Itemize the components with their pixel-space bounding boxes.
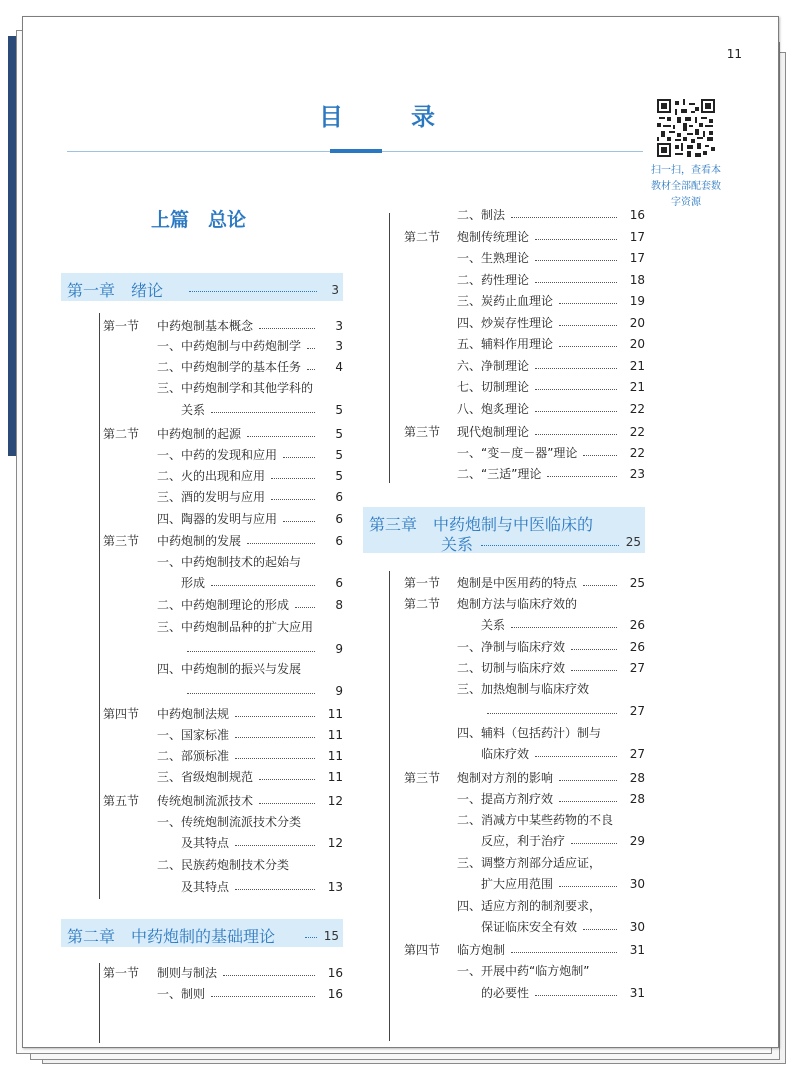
toc-entry[interactable] [157, 812, 343, 832]
leader-dots [295, 607, 315, 608]
toc-entry-label: 一、生熟理论 [457, 251, 530, 265]
section-spine-line [99, 313, 100, 899]
chapter-banner[interactable] [363, 507, 645, 553]
toc-entry[interactable] [157, 659, 343, 679]
toc-entry-page: 11 [327, 707, 343, 721]
leader-dots [259, 328, 315, 329]
leader-dots [247, 436, 315, 437]
leader-dots [223, 975, 315, 976]
toc-entry[interactable] [457, 961, 645, 981]
toc-entry-page: 5 [335, 469, 343, 483]
toc-entry[interactable] [157, 466, 343, 486]
chapter-page: 3 [331, 283, 339, 297]
section-label: 第一节 [103, 966, 140, 980]
toc-entry-label: 一、中药炮制技术的起始与 [157, 555, 302, 569]
toc-entry-label: 中药炮制基本概念 [157, 319, 254, 333]
leader-dots [511, 217, 617, 218]
chapter-page: 15 [323, 929, 339, 943]
toc-entry[interactable] [157, 378, 343, 398]
toc-entry-label: 一、中药的发现和应用 [157, 448, 278, 462]
toc-entry[interactable] [157, 704, 343, 724]
toc-entry-label: 二、部颁标准 [157, 749, 230, 763]
toc-entry[interactable] [457, 205, 645, 225]
chapter-banner[interactable] [61, 273, 343, 301]
toc-entry[interactable] [181, 573, 343, 593]
leader-dots [247, 543, 315, 544]
toc-entry-label: 四、辅料（包括药汁）制与 [457, 726, 602, 740]
toc-entry-label: 三、酒的发明与应用 [157, 490, 266, 504]
toc-entry-label: 中药炮制的发展 [157, 534, 242, 548]
leader-dots [283, 457, 315, 458]
toc-entry-page: 12 [327, 836, 343, 850]
toc-entry-label: 炮制是中医用药的特点 [457, 576, 578, 590]
toc-entry-label: 传统炮制流派技术 [157, 794, 254, 808]
leader-dots [235, 737, 315, 738]
section-label: 第三节 [404, 771, 441, 785]
toc-entry[interactable] [457, 723, 645, 743]
toc-entry[interactable] [157, 445, 343, 465]
leader-dots [535, 260, 617, 261]
leader-dots [283, 521, 315, 522]
leader-dots [235, 716, 315, 717]
toc-entry-label: 关系 [481, 618, 506, 632]
toc-entry-label: 保证临床安全有效 [481, 920, 578, 934]
toc-entry[interactable] [481, 917, 645, 937]
section-label: 第五节 [103, 794, 140, 808]
leader-dots [187, 693, 315, 694]
leader-dots [535, 434, 617, 435]
leader-dots [211, 412, 315, 413]
toc-entry-page: 18 [629, 273, 645, 287]
toc-entry-page: 17 [629, 251, 645, 265]
toc-entry-label: 四、炒炭存性理论 [457, 316, 554, 330]
toc-entry[interactable] [457, 896, 645, 916]
toc-entry[interactable] [457, 573, 645, 593]
toc-entry[interactable] [457, 334, 645, 354]
toc-entry-page: 6 [335, 534, 343, 548]
leader-dots [235, 758, 315, 759]
toc-entry-label: 八、炮炙理论 [457, 402, 530, 416]
leader-dots [481, 545, 619, 546]
toc-entry[interactable] [157, 984, 343, 1004]
toc-entry-label: 二、火的出现和应用 [157, 469, 266, 483]
leader-dots [535, 995, 617, 996]
section-spine-line [389, 213, 390, 483]
leader-dots [535, 389, 617, 390]
leader-dots [571, 843, 617, 844]
toc-entry[interactable] [481, 874, 645, 894]
toc-entry[interactable] [181, 833, 343, 853]
toc-entry-label: 一、中药炮制与中药炮制学 [157, 339, 302, 353]
toc-entry-label: 炮制对方剂的影响 [457, 771, 554, 785]
toc-entry-label: 二、消减方中某些药物的不良 [457, 813, 614, 827]
leader-dots [211, 585, 315, 586]
toc-entry-page: 16 [327, 966, 343, 980]
toc-entry-label: 二、药性理论 [457, 273, 530, 287]
toc-entry[interactable] [457, 377, 645, 397]
toc-entry-label: 炮制传统理论 [457, 230, 530, 244]
leader-dots [271, 499, 315, 500]
toc-entry-label: 三、调整方剂部分适应证， [457, 856, 602, 870]
toc-entry[interactable] [157, 963, 343, 983]
qr-code-icon[interactable] [657, 99, 715, 157]
leader-dots [535, 282, 617, 283]
leader-dots [271, 478, 315, 479]
toc-entry-label: 三、炭药止血理论 [457, 294, 554, 308]
toc-entry-label: 中药炮制法规 [157, 707, 230, 721]
toc-entry[interactable] [457, 313, 645, 333]
section-label: 第二节 [404, 597, 441, 611]
toc-entry-page: 3 [335, 319, 343, 333]
toc-entry-label: 三、中药炮制学和其他学科的 [157, 381, 314, 395]
toc-entry-label: 及其特点 [181, 880, 230, 894]
leader-dots [535, 368, 617, 369]
toc-entry-page: 5 [335, 427, 343, 441]
section-label: 第三节 [103, 534, 140, 548]
chapter-title: 第三章 中药炮制与中医临床的 [369, 515, 594, 534]
toc-entry-page: 17 [629, 230, 645, 244]
toc-entry-label: 扩大应用范围 [481, 877, 554, 891]
leader-dots [583, 585, 617, 586]
toc-entry[interactable] [181, 877, 343, 897]
toc-entry-label: 中药炮制的起源 [157, 427, 242, 441]
toc-entry-page: 22 [629, 425, 645, 439]
toc-entry[interactable] [481, 831, 645, 851]
toc-entry-page: 25 [629, 576, 645, 590]
toc-entry-label: 一、“变－度－器”理论 [457, 446, 578, 460]
leader-dots [487, 713, 617, 714]
toc-entry-label: 一、制则 [157, 987, 206, 1001]
toc-entry-page: 21 [629, 380, 645, 394]
toc-entry-label: 三、中药炮制品种的扩大应用 [157, 620, 314, 634]
toc-entry[interactable] [457, 464, 645, 484]
toc-entry-label: 现代炮制理论 [457, 425, 530, 439]
chapter-title: 第二章 中药炮制的基础理论 [67, 927, 276, 946]
toc-entry[interactable] [157, 424, 343, 444]
toc-entry-label: 及其特点 [181, 836, 230, 850]
toc-entry[interactable] [181, 639, 343, 659]
toc-entry[interactable] [157, 531, 343, 551]
toc-entry[interactable] [157, 746, 343, 766]
toc-entry[interactable] [157, 487, 343, 507]
toc-entry[interactable] [481, 744, 645, 764]
chapter-title-cont: 关系 [441, 535, 474, 554]
toc-entry[interactable] [457, 399, 645, 419]
leader-dots [571, 649, 617, 650]
toc-entry-page: 22 [629, 402, 645, 416]
toc-entry-page: 9 [335, 642, 343, 656]
toc-entry-page: 16 [629, 208, 645, 222]
leader-dots [583, 929, 617, 930]
leader-dots [511, 627, 617, 628]
toc-entry[interactable] [457, 789, 645, 809]
toc-entry-page: 4 [335, 360, 343, 374]
leader-dots [307, 369, 315, 370]
toc-entry-page: 8 [335, 598, 343, 612]
toc-entry-label: 一、传统炮制流派技术分类 [157, 815, 302, 829]
toc-entry-label: 六、净制理论 [457, 359, 530, 373]
leader-dots [559, 346, 617, 347]
section-spine-line [389, 571, 390, 1041]
toc-entry-page: 27 [629, 704, 645, 718]
toc-entry-label: 二、切制与临床疗效 [457, 661, 566, 675]
toc-entry-page: 30 [629, 920, 645, 934]
toc-entry[interactable] [457, 227, 645, 247]
leader-dots [259, 803, 315, 804]
section-label: 第四节 [103, 707, 140, 721]
toc-entry-page: 28 [629, 771, 645, 785]
toc-entry-page: 27 [629, 747, 645, 761]
page-title: 目 录 [319, 103, 457, 131]
toc-entry[interactable] [481, 701, 645, 721]
leader-dots [559, 886, 617, 887]
toc-entry-label: 炮制方法与临床疗效的 [457, 597, 578, 611]
toc-entry[interactable] [457, 356, 645, 376]
toc-entry-label: 二、“三适”理论 [457, 467, 542, 481]
toc-entry-label: 二、制法 [457, 208, 506, 222]
toc-entry[interactable] [457, 679, 645, 699]
toc-entry-page: 31 [629, 986, 645, 1000]
leader-dots [547, 476, 617, 477]
toc-entry-label: 一、开展中药“临方炮制” [457, 964, 590, 978]
leader-dots [305, 937, 317, 938]
toc-entry-page: 20 [629, 337, 645, 351]
toc-page [22, 16, 779, 1048]
section-label: 第四节 [404, 943, 441, 957]
toc-entry[interactable] [457, 810, 645, 830]
leader-dots [559, 303, 617, 304]
section-label: 第二节 [404, 230, 441, 244]
toc-entry-page: 23 [629, 467, 645, 481]
leader-dots [211, 996, 315, 997]
part-title: 上篇 总论 [151, 209, 247, 231]
toc-entry[interactable] [157, 316, 343, 336]
toc-entry[interactable] [457, 658, 645, 678]
toc-entry[interactable] [157, 725, 343, 745]
toc-entry[interactable] [157, 617, 343, 637]
toc-entry-label: 制则与制法 [157, 966, 218, 980]
leader-dots [559, 780, 617, 781]
toc-entry[interactable] [457, 443, 645, 463]
leader-dots [235, 845, 315, 846]
toc-entry-page: 11 [327, 728, 343, 742]
toc-entry[interactable] [181, 681, 343, 701]
leader-dots [535, 239, 617, 240]
leader-dots [583, 455, 617, 456]
toc-entry-page: 11 [327, 749, 343, 763]
toc-entry[interactable] [457, 940, 645, 960]
section-label: 第三节 [404, 425, 441, 439]
toc-entry-page: 26 [629, 618, 645, 632]
qr-caption: 扫一扫，查看本教材全部配套数字资源 [651, 165, 721, 208]
leader-dots [259, 779, 315, 780]
toc-entry-page: 31 [629, 943, 645, 957]
toc-entry-label: 四、适应方剂的制剂要求， [457, 899, 602, 913]
section-spine-line [99, 963, 100, 1043]
toc-entry-label: 反应，利于治疗 [481, 834, 566, 848]
toc-entry[interactable] [457, 270, 645, 290]
chapter-title: 第一章 绪论 [67, 281, 164, 300]
toc-entry[interactable] [457, 637, 645, 657]
leader-dots [307, 348, 315, 349]
toc-entry-page: 5 [335, 448, 343, 462]
toc-entry-page: 29 [629, 834, 645, 848]
toc-entry-label: 临方炮制 [457, 943, 506, 957]
leader-dots [535, 756, 617, 757]
toc-entry-label: 四、陶器的发明与应用 [157, 512, 278, 526]
leader-dots [559, 325, 617, 326]
leader-dots [511, 952, 617, 953]
toc-entry-label: 一、提高方剂疗效 [457, 792, 554, 806]
section-label: 第二节 [103, 427, 140, 441]
toc-entry-page: 6 [335, 512, 343, 526]
leader-dots [189, 291, 317, 292]
toc-entry-label: 二、民族药炮制技术分类 [157, 858, 290, 872]
toc-entry[interactable] [457, 248, 645, 268]
toc-entry-label: 形成 [181, 576, 206, 590]
toc-entry-page: 3 [335, 339, 343, 353]
leader-dots [535, 411, 617, 412]
toc-entry[interactable] [457, 853, 645, 873]
toc-entry[interactable] [157, 595, 343, 615]
toc-entry-page: 6 [335, 490, 343, 504]
toc-entry-page: 28 [629, 792, 645, 806]
toc-entry[interactable] [457, 291, 645, 311]
toc-entry-page: 16 [327, 987, 343, 1001]
toc-entry[interactable] [157, 767, 343, 787]
toc-entry-page: 20 [629, 316, 645, 330]
toc-entry[interactable] [157, 791, 343, 811]
toc-entry[interactable] [481, 615, 645, 635]
toc-entry-label: 三、省级炮制规范 [157, 770, 254, 784]
title-rule-accent [330, 149, 382, 153]
leader-dots [187, 651, 315, 652]
toc-entry[interactable] [157, 855, 343, 875]
toc-entry-page: 13 [327, 880, 343, 894]
toc-entry-page: 12 [327, 794, 343, 808]
toc-entry[interactable] [457, 768, 645, 788]
toc-entry-page: 21 [629, 359, 645, 373]
toc-entry-label: 一、国家标准 [157, 728, 230, 742]
toc-entry-label: 五、辅料作用理论 [457, 337, 554, 351]
toc-entry-page: 30 [629, 877, 645, 891]
leader-dots [571, 670, 617, 671]
chapter-page: 25 [625, 535, 641, 549]
toc-entry-page: 6 [335, 576, 343, 590]
toc-entry-label: 的必要性 [481, 986, 530, 1000]
toc-entry[interactable] [457, 594, 645, 614]
toc-entry[interactable] [157, 552, 343, 572]
leader-dots [559, 801, 617, 802]
toc-entry[interactable] [457, 422, 645, 442]
toc-entry[interactable] [181, 400, 343, 420]
toc-entry[interactable] [157, 509, 343, 529]
toc-entry[interactable] [157, 357, 343, 377]
section-label: 第一节 [404, 576, 441, 590]
toc-entry-label: 二、中药炮制理论的形成 [157, 598, 290, 612]
section-label: 第一节 [103, 319, 140, 333]
toc-entry-label: 二、中药炮制学的基本任务 [157, 360, 302, 374]
toc-entry-page: 5 [335, 403, 343, 417]
page-number: 11 [726, 47, 742, 61]
toc-entry-label: 七、切制理论 [457, 380, 530, 394]
toc-entry-page: 27 [629, 661, 645, 675]
toc-entry-page: 22 [629, 446, 645, 460]
toc-entry-page: 11 [327, 770, 343, 784]
toc-entry[interactable] [157, 336, 343, 356]
toc-entry-page: 26 [629, 640, 645, 654]
toc-entry-label: 临床疗效 [481, 747, 530, 761]
toc-entry-label: 四、中药炮制的振兴与发展 [157, 662, 302, 676]
toc-entry-label: 一、净制与临床疗效 [457, 640, 566, 654]
leader-dots [235, 889, 315, 890]
toc-entry-label: 关系 [181, 403, 206, 417]
toc-entry-page: 9 [335, 684, 343, 698]
toc-entry-page: 19 [629, 294, 645, 308]
chapter-banner[interactable] [61, 919, 343, 947]
toc-entry-label: 三、加热炮制与临床疗效 [457, 682, 590, 696]
toc-entry[interactable] [481, 983, 645, 1003]
